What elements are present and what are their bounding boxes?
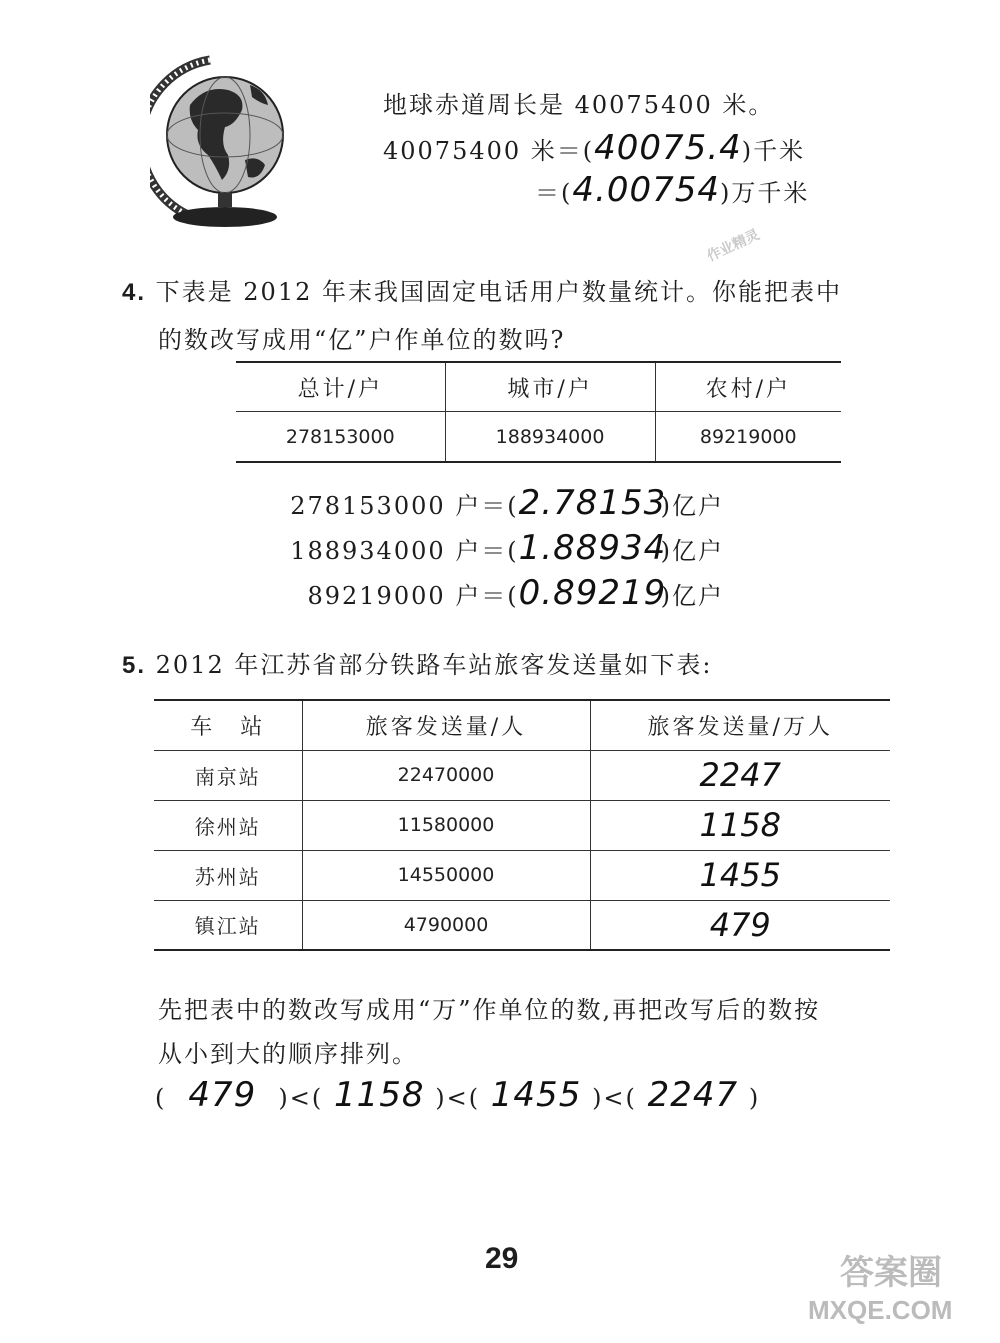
value-rural: 89219000 bbox=[655, 412, 841, 463]
conversion-left: 89219000 户＝( bbox=[307, 582, 519, 610]
value-city: 188934000 bbox=[445, 412, 655, 463]
conversion-row-rural bbox=[307, 573, 724, 613]
station-people: 14550000 bbox=[302, 850, 590, 900]
station-name: 镇江站 bbox=[194, 914, 261, 939]
station-people: 22470000 bbox=[302, 750, 590, 800]
table-header-row bbox=[236, 362, 841, 412]
table-row bbox=[154, 900, 890, 950]
station-wan-answer: 1158 bbox=[590, 800, 890, 850]
conversion-left: 278153000 户＝( bbox=[290, 492, 519, 520]
order-answer: 1455 bbox=[490, 1075, 582, 1115]
order-answer: 479 bbox=[188, 1075, 257, 1115]
value-total: 278153000 bbox=[285, 425, 395, 448]
q4-text-line1 bbox=[122, 272, 842, 307]
earth-km-answer: 40075.4 bbox=[594, 128, 742, 168]
q5-number: 5. bbox=[122, 652, 147, 679]
station-wan-answer: 2247 bbox=[590, 750, 890, 800]
conversion-right: )亿户 bbox=[660, 582, 724, 610]
q5-instruction-line2: 从小到大的顺序排列。 bbox=[158, 1040, 418, 1068]
conversion-right: )亿户 bbox=[660, 537, 724, 565]
table-header-row bbox=[154, 700, 890, 750]
table-row bbox=[154, 850, 890, 900]
conversion-row-city bbox=[290, 528, 724, 568]
q4-text-line2: 的数改写成用“亿”户作单位的数吗? bbox=[158, 326, 566, 354]
watermark-small: 作业精灵 bbox=[704, 225, 762, 265]
open-paren: ( bbox=[155, 1084, 167, 1112]
q5-instruction-line1: 先把表中的数改写成用“万”作单位的数,再把改写后的数按 bbox=[158, 996, 821, 1024]
page-number: 29 bbox=[485, 1242, 519, 1275]
earth-conversion-wan-km bbox=[535, 170, 809, 210]
q5-text bbox=[122, 645, 712, 680]
phone-users-table bbox=[236, 361, 841, 463]
q4-number: 4. bbox=[122, 279, 147, 306]
earth-wan-km-suffix: )万千米 bbox=[719, 179, 810, 207]
station-passenger-table bbox=[154, 699, 890, 951]
q5-prompt: 2012 年江苏省部分铁路车站旅客发送量如下表: bbox=[155, 651, 713, 679]
q4-prompt-line1: 下表是 2012 年末我国固定电话用户数量统计。你能把表中 bbox=[155, 278, 842, 306]
station-people: 4790000 bbox=[302, 900, 590, 950]
header-station: 车 站 bbox=[154, 700, 302, 750]
watermark-logo: 答案圈 bbox=[840, 1254, 942, 1292]
header-wan: 旅客发送量/万人 bbox=[590, 700, 890, 750]
earth-km-suffix: )千米 bbox=[741, 137, 806, 165]
earth-conversion-km bbox=[383, 128, 805, 168]
earth-wan-km-answer: 4.00754 bbox=[572, 170, 720, 210]
header-rural: 农村/户 bbox=[655, 362, 841, 412]
station-people: 11580000 bbox=[302, 800, 590, 850]
header-people: 旅客发送量/人 bbox=[302, 700, 590, 750]
station-name: 苏州站 bbox=[154, 850, 302, 900]
q5-order-row bbox=[155, 1075, 760, 1115]
less-than: )<( bbox=[435, 1084, 481, 1112]
conversion-right: )亿户 bbox=[660, 492, 724, 520]
earth-wan-km-prefix: ＝( bbox=[535, 179, 573, 207]
table-row bbox=[154, 800, 890, 850]
station-name: 南京站 bbox=[154, 750, 302, 800]
earth-fact-line: 地球赤道周长是 40075400 米。 bbox=[383, 91, 775, 119]
order-answer: 1158 bbox=[333, 1075, 425, 1115]
conversion-row-total bbox=[290, 483, 724, 523]
globe-illustration bbox=[150, 55, 290, 230]
conversion-left: 188934000 户＝( bbox=[290, 537, 519, 565]
conversion-answer: 1.88934 bbox=[518, 528, 667, 568]
table-row bbox=[154, 750, 890, 800]
close-paren: ) bbox=[748, 1084, 761, 1112]
less-than: )<( bbox=[278, 1084, 324, 1112]
header-total: 总计/户 bbox=[236, 362, 445, 412]
conversion-answer: 0.89219 bbox=[518, 573, 667, 613]
station-wan-answer: 479 bbox=[590, 900, 890, 950]
less-than: )<( bbox=[592, 1084, 637, 1112]
watermark-url: MXQE.COM bbox=[808, 1295, 953, 1325]
station-wan-answer: 1455 bbox=[590, 850, 890, 900]
conversion-answer: 2.78153 bbox=[518, 483, 667, 523]
station-name: 徐州站 bbox=[154, 800, 302, 850]
earth-km-prefix: 40075400 米＝( bbox=[383, 137, 595, 165]
order-answer: 2247 bbox=[647, 1075, 739, 1115]
header-city: 城市/户 bbox=[445, 362, 655, 412]
table-row bbox=[236, 412, 841, 463]
